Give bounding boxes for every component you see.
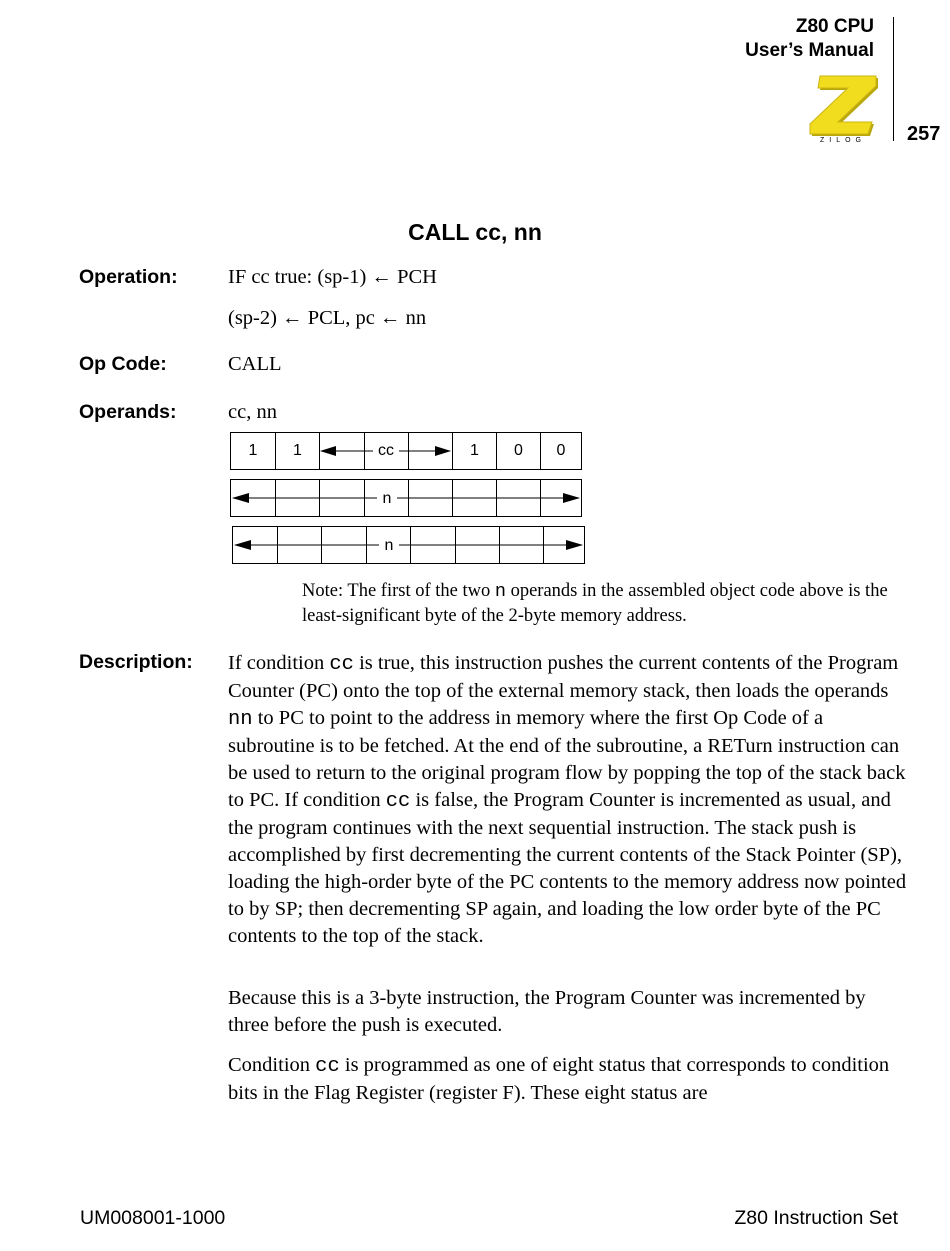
zilog-logo	[806, 72, 880, 144]
manual-title-line2: User’s Manual	[745, 40, 874, 61]
section-name: Z80 Instruction Set	[734, 1207, 898, 1229]
n-field-label: n	[382, 490, 392, 507]
description-paragraph-1: If condition cc is true, this instruction pushes the current contents of the Program Counter (PC) onto the top of the external memory stack, then loads the operands nn to PC to point to the address in memory where the first Op Code of a subroutine is to be fetched. At the end of the subroutine, a RETurn instruction can be used to return to the original program flow by popping the top of the stack back to PC. If condition cc is false, the Program Counter is incremented as usual, and the program continues with the next sequential instruction. The stack push is accomplished by first decrementing the current contents of the Stack Pointer (SP), loading the high-order byte of the PC contents to the memory address now pointed to by SP; then decrementing SP again, and loading the low order byte of the PC contents to the top of the stack.	[228, 652, 907, 947]
operands-label: Operands:	[79, 401, 177, 423]
operand-note: Note: The first of the two n operands in the assembled object code above is the least-significant byte of the 2-byte memory address.	[302, 581, 888, 626]
description-label: Description:	[79, 651, 193, 673]
header-divider	[893, 17, 894, 141]
document-number: UM008001-1000	[80, 1207, 226, 1229]
cc-field-label: cc	[378, 442, 394, 459]
cc-field-arrow-icon	[319, 433, 452, 469]
zilog-logo-icon	[806, 72, 880, 144]
page-title: CALL cc, nn	[408, 219, 542, 245]
manual-title-line1: Z80 CPU	[795, 16, 874, 37]
description-paragraph-2: Because this is a 3-byte instruction, the Program Counter was incremented by three before the push is executed.	[228, 987, 866, 1036]
zilog-logo-text: ZILOG	[819, 137, 867, 144]
n-field-arrow-icon	[233, 527, 584, 563]
bit-cell: 1	[248, 442, 258, 459]
description-paragraph-3: Condition cc is programmed as one of eight status that corresponds to condition bits in the Flag Register (register F). These eight status are	[228, 1054, 890, 1104]
bit-cell: 0	[496, 433, 540, 469]
operand-byte-row-high	[232, 526, 585, 564]
page-number: 257	[907, 123, 941, 145]
n-field-arrow-icon	[231, 480, 581, 516]
operation-line1: IF cc true: (sp-1) ← PCH	[228, 266, 437, 288]
opcode-value: CALL	[228, 353, 282, 375]
operation-label: Operation:	[79, 266, 178, 288]
bit-cell: 0	[540, 433, 581, 469]
bit-cell: 1	[452, 433, 496, 469]
n-field-label: n	[384, 537, 394, 554]
operand-byte-row-low	[230, 479, 582, 517]
bit-cell: 1	[275, 433, 319, 469]
opcode-byte-row	[230, 432, 582, 470]
opcode-label: Op Code:	[79, 353, 167, 375]
operation-line2: (sp-2) ← PCL, pc ← nn	[228, 307, 427, 329]
operands-value: cc, nn	[228, 401, 277, 423]
